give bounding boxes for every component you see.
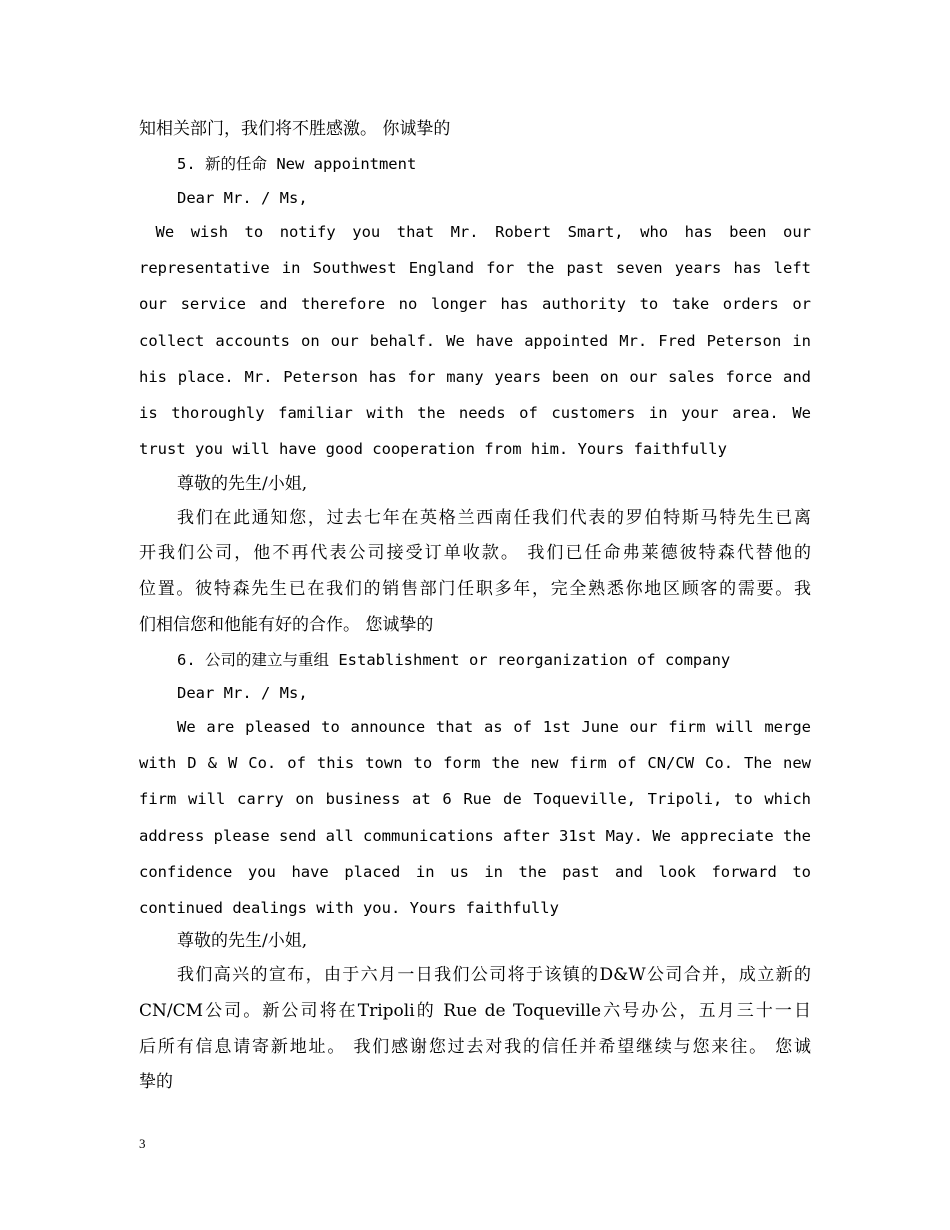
salutation-chinese: 尊敬的先生/小姐, [177,931,308,951]
page-number: 3 [139,1136,146,1151]
text-line: representative in Southwest England for the past seven years has left [139,259,811,277]
section-heading-establishment: 6. 公司的建立与重组 Establishment or reorganization of company [177,651,731,669]
text-line: We are pleased to announce that as of 1st June our firm will merge [177,718,811,736]
text-line: his place. Mr. Peterson has for many years been on our sales force and [139,368,811,386]
text-line: 知相关部门，我们将不胜感激。 你诚挚的 [139,119,451,139]
text-line: trust you will have good cooperation from him. Yours faithfully [139,440,727,458]
text-line: 我们在此通知您，过去七年在英格兰西南任我们代表的罗伯特斯马特先生已离 [177,508,811,528]
text-line: collect accounts on our behalf. We have appointed Mr. Fred Peterson in [139,332,811,350]
text-line: continued dealings with you. Yours faithfully [139,899,559,917]
text-line: firm will carry on business at 6 Rue de Toqueville, Tripoli, to which [139,790,811,808]
text-line: 位置。彼特森先生已在我们的销售部门任职多年，完全熟悉你地区顾客的需要。我 [139,579,811,599]
text-line: 我们高兴的宣布，由于六月一日我们公司将于该镇的D&W公司合并，成立新的 [177,965,811,985]
section-heading-new-appointment: 5. 新的任命 New appointment [177,155,417,173]
text-line: We wish to notify you that Mr. Robert Smart, who has been our [139,223,811,241]
salutation-chinese: 尊敬的先生/小姐, [177,474,308,494]
text-line: 挚的 [139,1072,173,1092]
text-line: CN/CM公司。新公司将在Tripoli的 Rue de Toqueville六号办公，五月三十一日 [139,1001,811,1021]
text-line: confidence you have placed in us in the past and look forward to [139,863,811,881]
text-line: is thoroughly familiar with the needs of customers in your area. We [139,404,811,422]
salutation: Dear Mr. / Ms, [177,189,308,207]
text-line: 后所有信息请寄新地址。 我们感谢您过去对我的信任并希望继续与您来往。 您诚 [139,1037,811,1057]
text-line: 开我们公司，他不再代表公司接受订单收款。 我们已任命弗莱德彼特森代替他的 [139,543,811,563]
text-line: with D & W Co. of this town to form the new firm of CN/CW Co. The new [139,754,811,772]
salutation: Dear Mr. / Ms, [177,684,308,702]
text-line: our service and therefore no longer has authority to take orders or [139,295,811,313]
text-line: address please send all communications after 31st May. We appreciate the [139,827,811,845]
text-line: 们相信您和他能有好的合作。 您诚挚的 [139,615,434,635]
